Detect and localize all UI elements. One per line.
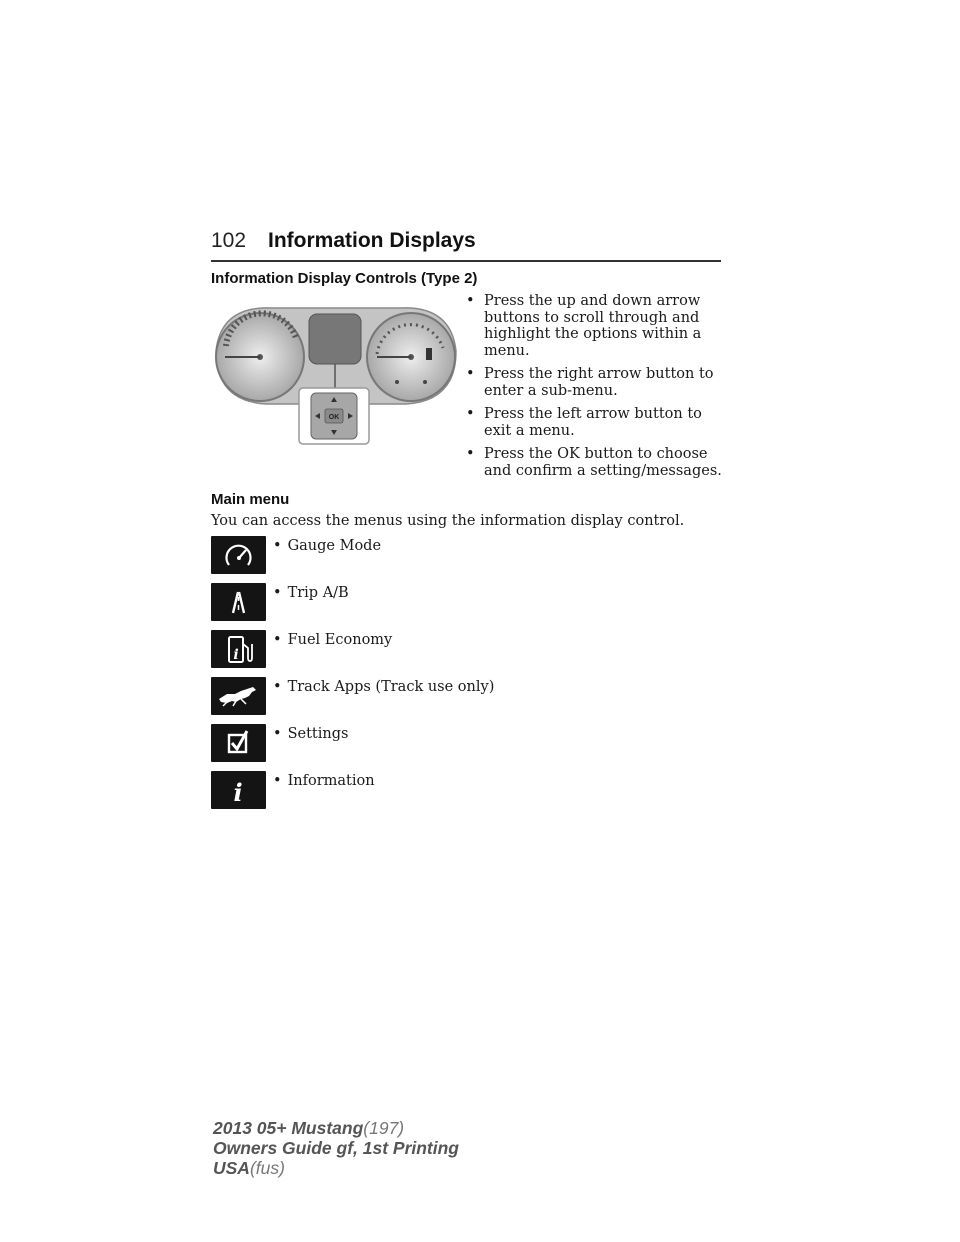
control-pad (311, 393, 357, 439)
footer-line-3 (213, 1159, 285, 1177)
instruction-item: • Press the right arrow button to enter a sub-menu. (466, 366, 724, 399)
chapter-title: Information Displays (268, 229, 476, 252)
checkbox-icon (211, 724, 266, 762)
gauge-icon (211, 536, 266, 574)
mustang-pony-icon (211, 677, 266, 715)
info-icon (211, 771, 266, 809)
menu-item-trip (211, 583, 611, 623)
footer-guide: Owners Guide gf, 1st Printing (213, 1138, 459, 1158)
instruction-item: • Press the OK button to choose and confirm a setting/messages. (466, 446, 724, 479)
svg-text:i: i (233, 778, 243, 807)
menu-item-label: • Fuel Economy (273, 632, 392, 648)
fuel-pump-icon (211, 630, 266, 668)
menu-item-label: • Settings (273, 726, 348, 742)
menu-item-label: • Track Apps (Track use only) (273, 679, 494, 695)
menu-item-label: • Trip A/B (273, 585, 349, 601)
menu-item-gauge-mode (211, 536, 611, 576)
menu-item-label: • Gauge Mode (273, 538, 381, 554)
menu-item-settings (211, 724, 611, 764)
menu-item-label: • Information (273, 773, 375, 789)
tachometer-gauge (367, 313, 455, 401)
menu-item-fuel-economy (211, 630, 611, 670)
menu-item-information (211, 771, 611, 811)
menu-item-track-apps (211, 677, 611, 717)
footer-market: USA (213, 1158, 250, 1178)
main-menu-title: Main menu (211, 491, 290, 508)
speedometer-gauge (216, 313, 304, 401)
road-icon (211, 583, 266, 621)
footer-line-2 (213, 1139, 459, 1157)
main-menu-intro: You can access the menus using the information display control. (211, 513, 685, 529)
instruction-item: • Press the left arrow button to exit a menu. (466, 406, 724, 439)
header-divider (211, 260, 721, 262)
ok-button-label: OK (328, 414, 340, 421)
center-display (309, 314, 361, 364)
footer-model: 2013 05+ Mustang (213, 1118, 364, 1138)
section-title: Information Display Controls (Type 2) (211, 270, 478, 287)
footer-page-code: (197) (363, 1118, 405, 1138)
footer-market-code: (fus) (249, 1158, 285, 1178)
control-instructions (466, 293, 724, 486)
instruction-item: • Press the up and down arrow buttons to scroll through and highlight the options within a menu. (466, 293, 724, 359)
instrument-cluster-illustration (211, 296, 461, 446)
footer-line-1 (213, 1119, 404, 1137)
svg-text:i: i (233, 647, 239, 663)
page-number: 102 (211, 229, 247, 252)
